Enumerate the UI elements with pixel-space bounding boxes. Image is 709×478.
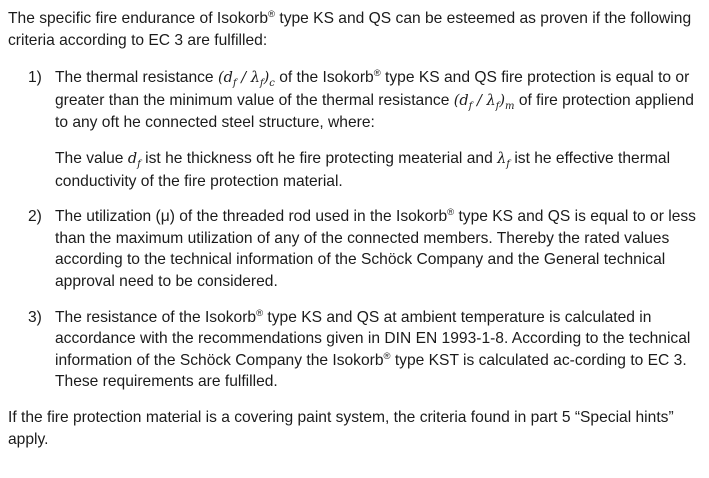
text-segment: ist he effective thermal conductivity of the fire protection material. (55, 149, 671, 190)
criteria-item-2 (8, 206, 702, 292)
formula-thermal-resistance-c (217, 70, 275, 90)
math-segment: d (127, 150, 138, 167)
formula-conductivity (497, 150, 510, 170)
math-segment: (d (217, 70, 233, 87)
math-subscript: f (232, 78, 237, 90)
criteria-list (8, 67, 702, 393)
registered-mark: ® (383, 350, 391, 362)
math-subscript: f (137, 158, 141, 170)
text-segment: of fire protection appliend to any oft he connected steel structure, where: (55, 91, 694, 132)
item-number: 1) (28, 69, 42, 87)
text-segment: The value (55, 149, 128, 167)
item-body (55, 307, 702, 393)
math-subscript: f (259, 78, 264, 90)
math-segment: ) (263, 70, 270, 87)
item-body (55, 206, 702, 292)
registered-mark: ® (447, 206, 455, 218)
registered-mark: ® (373, 68, 381, 79)
math-segment: ) (499, 92, 506, 109)
math-subscript: f (506, 158, 510, 170)
formula-thermal-resistance-m (453, 92, 515, 112)
registered-mark: ® (256, 307, 264, 319)
ambient-resistance-paragraph: The resistance of the Isokorb® type KS and QS at ambient temperature is calculated in accordance with the recommendations given in DIN EN 1993-1-8. According to the technical information of the Schöck Company the Isokorb® type KST is calculated ac-cording to EC 3. These requirements are fulfilled. (55, 307, 691, 391)
formula-thickness (127, 150, 141, 170)
text-segment: The thermal resistance (55, 69, 218, 87)
item-number: 3) (28, 308, 42, 326)
registered-mark: ® (268, 8, 276, 20)
intro-paragraph: The specific fire endurance of Isokorb® type KS and QS can be esteemed as proven if the following criteria according to EC 3 are fulfilled: (8, 8, 692, 49)
outro-paragraph: If the fire protection material is a covering paint system, the criteria found in part 5 “Special hints” apply. (8, 408, 674, 448)
text-segment: of the Isokorb® type KS and QS fire protection is equal to or greater than the minimum value of the thermal resistance (55, 68, 690, 109)
math-segment: / λ (472, 92, 496, 109)
math-subscript: f (495, 100, 500, 112)
item-body (55, 67, 702, 192)
math-segment: / λ (236, 70, 260, 87)
text-segment: ist he thickness oft he fire protecting meaterial and (140, 149, 498, 167)
math-subscript: f (468, 100, 473, 112)
document-page (8, 8, 702, 450)
item-number: 2) (28, 208, 42, 226)
math-segment: (d (453, 92, 469, 109)
thermal-resistance-paragraph (55, 67, 698, 134)
utilization-paragraph: The utilization (μ) of the threaded rod used in the Isokorb® type KS and QS is equal to or less than the maximum utilization of any of the connected members. Thereby the rated values according to the technical information of the Schöck Company and the General technical approval need to be considered. (55, 206, 696, 290)
criteria-item-1 (8, 67, 702, 192)
criteria-item-3 (8, 307, 702, 393)
value-definition-paragraph (55, 148, 698, 192)
math-subscript: c (269, 78, 275, 90)
math-segment: λ (497, 150, 507, 167)
math-subscript: m (505, 100, 515, 112)
